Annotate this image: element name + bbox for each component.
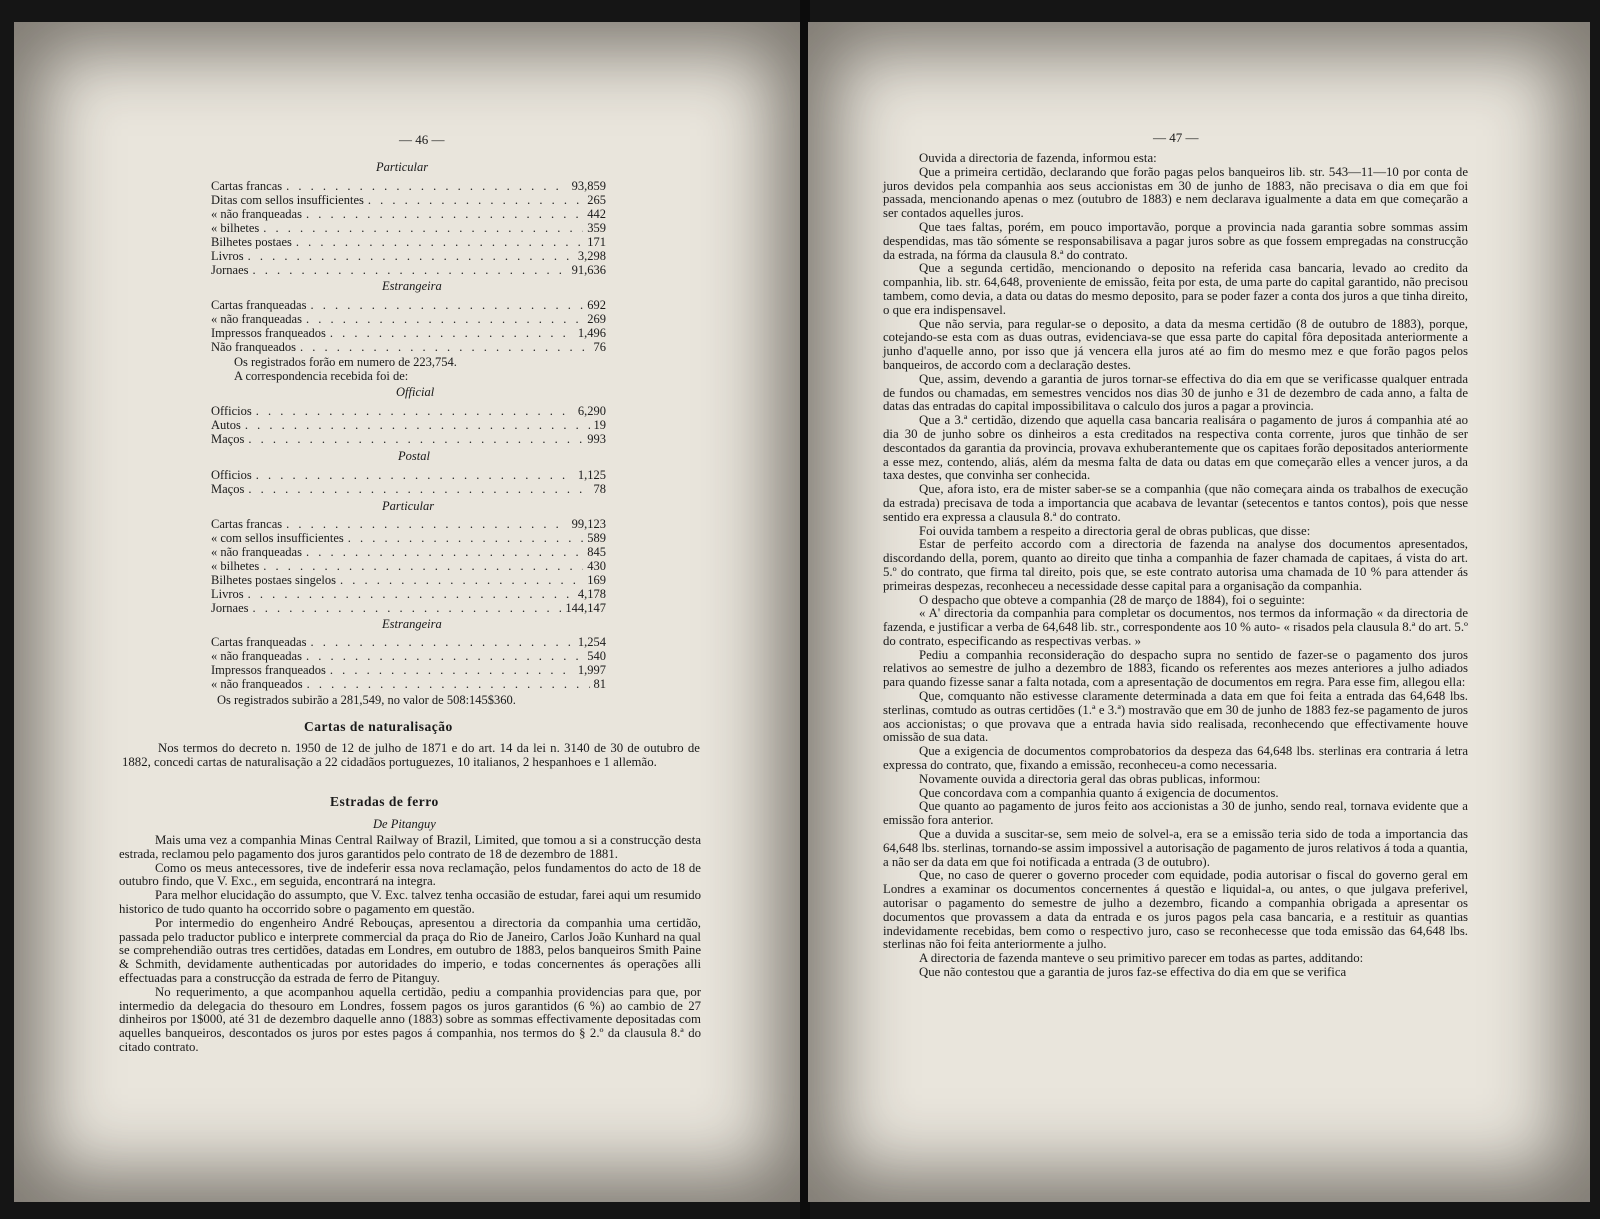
ledger-value: 265 <box>587 193 606 207</box>
heading-naturalisacao: Cartas de naturalisação <box>304 719 453 734</box>
right-page <box>808 22 1590 1202</box>
ledger-label: Cartas franqueadas <box>211 635 307 649</box>
dot-leader <box>286 517 567 531</box>
estradas-block <box>119 834 701 1055</box>
ledger-value: 171 <box>587 235 606 249</box>
section-official: Official <box>396 385 435 399</box>
ledger-value: 99,123 <box>571 517 606 531</box>
ledger-label: Não franqueados <box>211 340 297 354</box>
ledger-label: « não franqueados <box>211 677 303 691</box>
ledger-label: « bilhetes <box>211 559 260 573</box>
dot-leader <box>248 482 589 496</box>
paragraph: Que a exigencia de documentos comprobatorios da despeza das 64,648 lbs. sterlinas era contraria á letra expressa do contrato, que, fixando a emissão, reconheceu-a como necessaria. <box>883 744 1468 773</box>
ledger-value: 993 <box>587 432 606 446</box>
paragraph: Pediu a companhia reconsideração do despacho supra no sentido de fazer-se o pagamento dos juros relativos ao semestre de julho a dezembro de 1883, ficando os referentes aos mezes anteriores a julho adiados para quando fizesse sanar a falta notada, com a apresentação de documentos em regra. Para esse fim, allegou ella: <box>883 647 1468 690</box>
dot-leader <box>310 298 583 312</box>
ledger-row <box>211 326 606 340</box>
paragraph: Foi ouvida tambem a respeito a directoria geral de obras publicas, que disse: <box>919 523 1311 538</box>
ledger-row <box>211 482 606 496</box>
paragraph: Que, comquanto não estivesse claramente determinada a data em que foi feita a entrada das 64,648 lbs. sterlinas, comtudo as outras certidões (1.ª e 3.ª) mostravão que em 30 de junho de 1883 fez-se pagamento de juros aos accionistas; o que provava que a entrada havia sido realisada, reconhecendo que effectivamente houve omissão de sua data. <box>883 689 1468 745</box>
ledger-value: 845 <box>587 545 606 559</box>
ledger-row <box>211 221 606 235</box>
ledger-label: Autos <box>211 418 241 432</box>
paragraph: No requerimento, a que acompanhou aquella certidão, pediu a companhia providencias para que, por intermedio da delegacia do thesouro em Londres, fossem pagos os juros garantidos (6 %) ao cambio de 27 dinheiros por 1$000, até 31 de dezembro daquelle anno (1883) sobre as sommas effectivamente depositadas com aquelles banqueiros, descontados os juros por estes pagos á companhia, nos termos do § 2.º da clausula 8.ª do citado contrato. <box>119 984 701 1054</box>
ledger-value: 589 <box>587 531 606 545</box>
ledger-official <box>211 404 606 446</box>
ledger-label: « com sellos insufficientes <box>211 531 344 545</box>
ledger-label: Maços <box>211 482 245 496</box>
paragraph: Que, no caso de querer o governo proceder com equidade, podia autorisar o fiscal do governo geral em Londres a examinar os documentos concernentes á questão e liquidal-a, ou antes, o que julgava preferivel, autorisar o pagamento do semestre de julho a dezembro, ficando a companhia obrigada a apresentar os documentos que provassem a data da entrada e os juros pagos pela casa bancaria, e a restituir as quantias indevidamente recebidas, bem como o respectivo juro, caso se reconhecesse que toda emissão das 64,648 lbs. sterlinas não foi feita anteriormente a julho. <box>883 868 1468 952</box>
ledger-label: Cartas franqueadas <box>211 298 307 312</box>
ledger-row <box>211 207 606 221</box>
ledger-row <box>211 418 606 432</box>
ledger-value: 76 <box>593 340 606 354</box>
ledger-value: 442 <box>587 207 606 221</box>
dot-leader <box>306 545 583 559</box>
ledger-row <box>211 193 606 207</box>
dot-leader <box>306 649 583 663</box>
ledger-label: Impressos franqueados <box>211 663 326 677</box>
ledger-row <box>211 312 606 326</box>
ledger-row <box>211 649 606 663</box>
paragraph: Que taes faltas, porém, em pouco importavão, porque a provincia nada garantia sobre sommas assim despendidas, mas tão sómente se responsabilisava a pagar juros sobre as que fossem empregadas na construcção da estrada, na fórma da clausula 8.ª do contrato. <box>883 219 1468 262</box>
ledger-label: Ditas com sellos insufficientes <box>211 193 364 207</box>
paragraph: Que a segunda certidão, mencionando o deposito na referida casa bancaria, levado ao credito da companhia, lib. str. 64,648, proveniente de emissão, feita por esta, de uma parte do capital garantido, não precisou tambem, como devia, a data ou datas do mesmo deposito, para se poder fazer a conta dos juros a que tinha direito, o que era indispensavel. <box>883 261 1468 317</box>
dot-leader <box>330 326 574 340</box>
paragraph: Que a duvida a suscitar-se, sem meio de solvel-a, era se a emissão teria sido de toda a importancia das 64,648 lbs. sterlinas, tornando-se assim impossivel a autorisação de pagamento de juros relativos á toda a quantia, a não ser da data em que foi notificada a entrada (3 de outubro). <box>883 827 1468 869</box>
ledger-label: Officios <box>211 404 252 418</box>
paragraph: Que, assim, devendo a garantia de juros tornar-se effectiva do dia em que se verificasse qualquer entrada de fundos ou chamadas, em semestres vencidos nos dias 30 de junho e 31 de dezembro de cada anno, a falta de datas das entradas do capital impossibilitava o calculo dos juros a pagar a provincia. <box>883 371 1468 414</box>
ledger-label: Jornaes <box>211 263 249 277</box>
dot-leader <box>330 663 574 677</box>
section-estrangeira-1: Estrangeira <box>382 279 442 293</box>
ledger-label: Cartas francas <box>211 517 283 531</box>
ledger-label: « não franqueadas <box>211 312 302 326</box>
dot-leader <box>300 340 589 354</box>
paragraph: Que não servia, para regular-se o deposito, a data da mesma certidão (8 de outubro de 1883), porque, cotejando-se esta com as duas outras, evidenciava-se que essa parte do capital fôra depositada anteriormente a junho d'aquelle anno, por isso que já vencera ella juros até ao fim do mesmo mez e que forão pagos pelos banqueiros, de accordo com a declaração destes. <box>883 316 1468 372</box>
dot-leader <box>263 221 583 235</box>
ledger-label: Bilhetes postaes <box>211 235 292 249</box>
ledger-value: 692 <box>587 298 606 312</box>
ledger-value: 78 <box>593 482 606 496</box>
dot-leader <box>306 312 583 326</box>
dot-leader <box>253 601 562 615</box>
ledger-row <box>211 340 606 354</box>
dot-leader <box>348 531 584 545</box>
ledger-value: 269 <box>587 312 606 326</box>
ledger-label: Impressos franqueados <box>211 326 326 340</box>
ledger-label: Livros <box>211 249 244 263</box>
paragraph: Que concordava com a companhia quanto á exigencia de documentos. <box>919 785 1279 800</box>
ledger-label: « não franqueadas <box>211 207 302 221</box>
ledger-value: 430 <box>587 559 606 573</box>
ledger-label: Cartas francas <box>211 179 283 193</box>
section-particular-1: Particular <box>376 160 429 174</box>
ledger-value: 3,298 <box>577 249 606 263</box>
ledger-value: 6,290 <box>577 404 606 418</box>
dot-leader <box>340 573 583 587</box>
ledger-row <box>211 404 606 418</box>
ledger-value: 1,125 <box>577 468 606 482</box>
page-number-left: — 46 — <box>399 132 445 147</box>
dot-leader <box>368 193 583 207</box>
ledger-label: « não franqueadas <box>211 649 302 663</box>
ledger-value: 1,496 <box>577 326 606 340</box>
ledger-value: 1,254 <box>577 635 606 649</box>
dot-leader <box>296 235 583 249</box>
paragraph: Estar de perfeito accordo com a directoria de fazenda na analyse dos documentos apresentados, discordando della, porem, quanto ao direito que tinha a companhia de fazer chamada de capitaes, á vista do art. 5.º do contrato, que firma tal direito, pois que, se este contrato autorisa uma chamada de 10 % para attender ás primeiras despezas, reconheceu a necessidade desse capital para a organisação da companhia. <box>883 537 1468 593</box>
ledger-value: 81 <box>593 677 606 691</box>
ledger-row <box>211 298 606 312</box>
paragraph: Novamente ouvida a directoria geral das obras publicas, informou: <box>919 771 1261 786</box>
dot-leader <box>263 559 583 573</box>
page-number-right: — 47 — <box>1153 130 1199 145</box>
ledger-value: 91,636 <box>571 263 606 277</box>
ledger-particular-1 <box>211 179 606 277</box>
registered-line-1: Os registrados forão em numero de 223,754. <box>234 355 457 369</box>
naturalisacao-block <box>122 742 700 770</box>
ledger-row <box>211 677 606 691</box>
heading-estradas-de-ferro: Estradas de ferro <box>330 794 439 809</box>
ledger-row <box>211 545 606 559</box>
ledger-particular-2 <box>211 517 606 615</box>
ledger-row <box>211 663 606 677</box>
section-estrangeira-2: Estrangeira <box>382 617 442 631</box>
dot-leader <box>245 418 590 432</box>
paragraph: Que quanto ao pagamento de juros feito aos accionistas a 30 de junho, sendo real, tornava evidente que a emissão fora anterior. <box>883 799 1468 828</box>
ledger-row <box>211 432 606 446</box>
dot-leader <box>310 635 573 649</box>
ledger-row <box>211 601 606 615</box>
ledger-row <box>211 517 606 531</box>
section-particular-2: Particular <box>382 499 435 513</box>
paragraph: « A' directoria da companhia para completar os documentos, nos termos da informação « da directoria de fazenda, e justificar a verba de 64,648 lib. str., correspondente aos 10 % auto- « risados pela clausula 8.ª do art. 5.º do contrato, especificando as respectivas verbas. » <box>883 606 1468 648</box>
paragraph: O despacho que obteve a companhia (28 de março de 1884), foi o seguinte: <box>919 592 1305 607</box>
ledger-value: 540 <box>587 649 606 663</box>
ledger-row <box>211 179 606 193</box>
ledger-value: 144,147 <box>565 601 606 615</box>
dot-leader <box>253 263 568 277</box>
paragraph: Como os meus antecessores, tive de indeferir essa nova reclamação, pelos fundamentos do acto de 18 de outubro findo, que V. Exc., em seguida, encontrará na integra. <box>119 860 701 889</box>
ledger-label: Livros <box>211 587 244 601</box>
dot-leader <box>248 587 574 601</box>
ledger-value: 359 <box>587 221 606 235</box>
paragraph: Para melhor elucidação do assumpto, que V. Exc. talvez tenha occasião de estudar, farei aqui um resumido historico de tudo quanto ha occorrido sobre o pagamento em questão. <box>119 888 701 916</box>
ledger-value: 169 <box>587 573 606 587</box>
ledger-row <box>211 235 606 249</box>
ledger-row <box>211 559 606 573</box>
ledger-row <box>211 635 606 649</box>
left-page <box>14 22 804 1202</box>
ledger-postal <box>211 468 606 496</box>
ledger-value: 19 <box>593 418 606 432</box>
ledger-row <box>211 573 606 587</box>
section-postal: Postal <box>398 449 430 463</box>
paragraph: Mais uma vez a companhia Minas Central Railway of Brazil, Limited, que tomou a si a construcção desta estrada, reclamou pelo pagamento dos juros garantidos pelo contrato de 18 de dezembro de 1881. <box>119 833 701 861</box>
dot-leader <box>286 179 567 193</box>
ledger-label: Bilhetes postaes singelos <box>211 573 336 587</box>
ledger-row <box>211 263 606 277</box>
dot-leader <box>306 207 583 221</box>
ledger-value: 1,997 <box>577 663 606 677</box>
ledger-label: Jornaes <box>211 601 249 615</box>
dot-leader <box>256 468 574 482</box>
paragraph: Por intermedio do engenheiro André Rebouças, apresentou a directoria da companhia uma certidão, passada pelo traductor publico e interprete commercial da praça do Rio de Janeiro, Carlos João Kunhard na qual se comprehendião outras tres certidões, datadas em Londres, em outubro de 1883, pelos banqueiros Smith Paine & Schmith, devidamente authenticadas por autoridades do imperio, e todas concernentes ás operações alli effectuadas para a construcção da estrada de ferro de Pitanguy. <box>119 915 701 985</box>
ledger-value: 93,859 <box>571 179 606 193</box>
paragraph: Ouvida a directoria de fazenda, informou esta: <box>919 151 1157 165</box>
dot-leader <box>256 404 574 418</box>
ledger-estrangeira-2 <box>211 635 606 691</box>
ledger-value: 4,178 <box>577 587 606 601</box>
dot-leader <box>307 677 590 691</box>
ledger-row <box>211 468 606 482</box>
ledger-row <box>211 531 606 545</box>
dot-leader <box>248 249 574 263</box>
right-body <box>883 152 1468 980</box>
ledger-row <box>211 249 606 263</box>
dot-leader <box>248 432 583 446</box>
ledger-label: Officios <box>211 468 252 482</box>
ledger-label: « não franqueadas <box>211 545 302 559</box>
ledger-estrangeira-1 <box>211 298 606 354</box>
received-line: A correspondencia recebida foi de: <box>234 369 409 383</box>
registered-line-2: Os registrados subirão a 281,549, no valor de 508:145$360. <box>217 693 516 707</box>
subheading-pitanguy: De Pitanguy <box>373 817 436 831</box>
ledger-label: « bilhetes <box>211 221 260 235</box>
paragraph: Nos termos do decreto n. 1950 de 12 de julho de 1871 e do art. 14 da lei n. 3140 de 30 de outubro de 1882, concedi cartas de naturalisação a 22 cidadãos portuguezes, 10 italianos, 2 hespanhoes e 1 allemão. <box>122 741 700 769</box>
ledger-label: Maços <box>211 432 245 446</box>
paragraph: Que não contestou que a garantia de juros faz-se effectiva do dia em que se verifica <box>919 965 1347 980</box>
paragraph: Que a primeira certidão, declarando que forão pagas pelos banqueiros lib. str. 543—11—10 por conta de juros devidos pela companhia aos seus accionistas em 30 de junho de 1883, não precisava o dia em que foi passada, mencionando apenas o mez (outubro de 1883) e nem declarava igualmente a data em que começarão a ser contados aquelles juros. <box>883 164 1468 221</box>
paragraph: A directoria de fazenda manteve o seu primitivo parecer em todas as partes, additando: <box>919 951 1364 966</box>
ledger-row <box>211 587 606 601</box>
paragraph: Que a 3.ª certidão, dizendo que aquella casa bancaria realisára o pagamento de juros á companhia até ao dia 30 de junho sobre os dinheiros a esta creditados na respectiva conta corrente, juros que tinhão de ser descontados da garantia da provincia, provava exhuberantemente que os capitaes forão depositados anteriormente a esse mez, contendo, aliás, além da mesma falta de data ou datas em que começarão elles a vencer juros, a da taxa destes, que convinha ser conhecida. <box>883 413 1468 483</box>
paragraph: Que, afora isto, era de mister saber-se se a companhia (que não começara ainda os trabalhos de execução da estrada) precisava de toda a importancia que acabava de levantar (setecentos e tantos contos), pois que nesse sentido era expressa a clausula 8.ª do contrato. <box>883 482 1468 524</box>
